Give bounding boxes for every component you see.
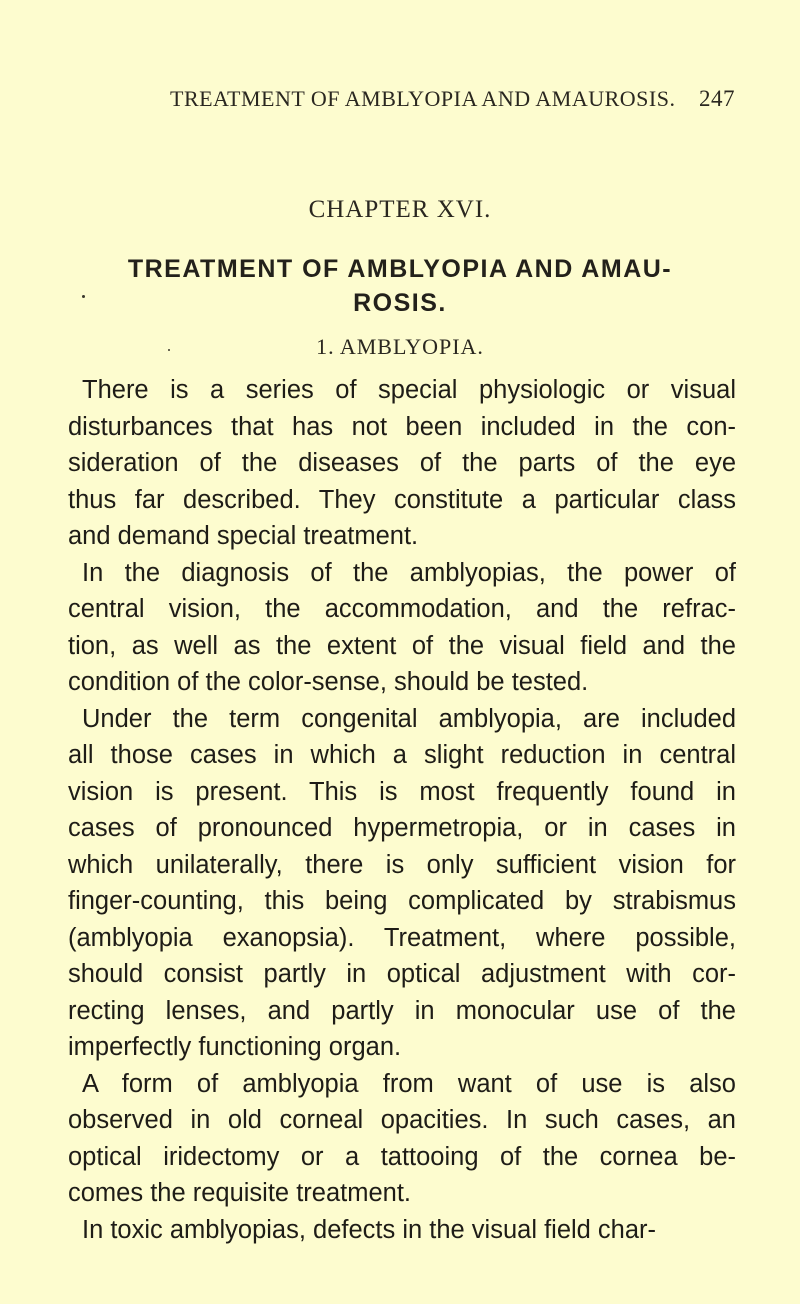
text-line: In the diagnosis of the amblyopias, the power of xyxy=(82,558,736,587)
text-line: should consist partly in optical adjustment with cor- xyxy=(68,960,736,988)
text-line: tion, as well as the extent of the visual field and the xyxy=(68,631,736,660)
text-line: A form of amblyopia from want of use is also xyxy=(82,1069,736,1098)
text-line: sideration of the diseases of the parts of the eye xyxy=(68,449,736,477)
section-heading: 1. AMBLYOPIA. xyxy=(316,334,484,359)
chapter-title-line-2: ROSIS. xyxy=(353,289,447,317)
text-line: Under the term congenital amblyopia, are included xyxy=(82,704,736,733)
text-line: which unilaterally, there is only sufficient vision for xyxy=(68,850,736,879)
chapter-number: CHAPTER XVI. xyxy=(308,196,492,223)
text-line: imperfectly functioning organ. xyxy=(68,1033,402,1061)
running-head-title: TREATMENT OF AMBLYOPIA AND AMAUROSIS. xyxy=(170,86,676,111)
chapter-title xyxy=(80,252,720,320)
text-line: In toxic amblyopias, defects in the visual field char- xyxy=(82,1215,657,1244)
text-line: (amblyopia exanopsia). Treatment, where possible, xyxy=(68,923,736,952)
text-line: There is a series of special physiologic or visual xyxy=(82,376,736,404)
text-line: thus far described. They constitute a particular class xyxy=(68,485,736,514)
text-line: disturbances that has not been included in the con- xyxy=(68,412,736,441)
text-line: central vision, the accommodation, and the refrac- xyxy=(68,595,736,623)
text-line: all those cases in which a slight reduction in central xyxy=(68,741,736,769)
text-line: vision is present. This is most frequently found in xyxy=(68,777,736,806)
print-speck xyxy=(82,295,85,298)
text-line: condition of the color-sense, should be tested. xyxy=(68,668,589,696)
text-line: recting lenses, and partly in monocular use of the xyxy=(68,996,736,1025)
text-line: optical iridectomy or a tattooing of the cornea be- xyxy=(68,1142,736,1171)
text-line: cases of pronounced hypermetropia, or in cases in xyxy=(68,814,736,842)
page-number: 247 xyxy=(699,86,735,111)
text-line: finger-counting, this being complicated by strabismus xyxy=(68,887,736,915)
body-text xyxy=(68,372,736,1248)
chapter-title-line-1: TREATMENT OF AMBLYOPIA AND AMAU- xyxy=(127,255,673,283)
text-line: observed in old corneal opacities. In such cases, an xyxy=(68,1106,736,1134)
text-line: comes the requisite treatment. xyxy=(68,1179,411,1207)
text-line: and demand special treatment. xyxy=(68,522,419,550)
